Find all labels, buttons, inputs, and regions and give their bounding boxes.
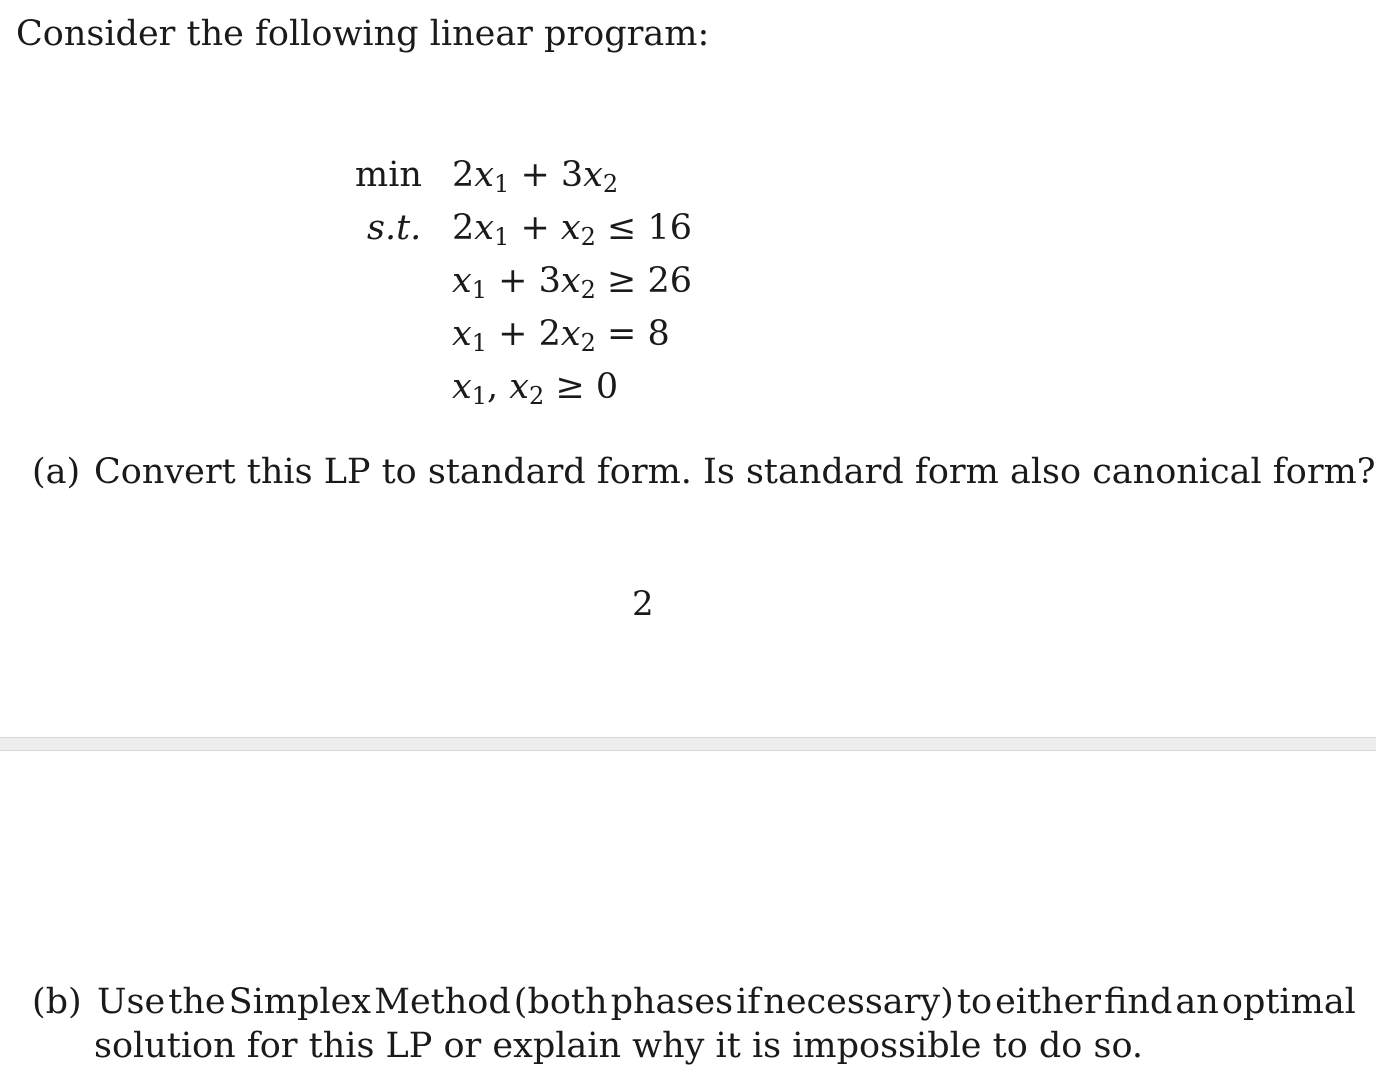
min-label: min (355, 155, 422, 195)
question-b-tag: (b) (32, 982, 82, 1022)
constraint-3: $x_1 + 2x_2 = 8$ (452, 314, 670, 357)
question-b-line-2: solution for this LP or explain why it is impossible to do so. (94, 1026, 1144, 1066)
intro-text: Consider the following linear program: (16, 14, 710, 54)
question-a-tag: (a) (32, 452, 81, 492)
constraint-1: $2x_1 + x_2 \le 16$ (452, 208, 693, 251)
question-b (32, 980, 1356, 1068)
nonnegativity-constraint: $x_1$, $x_2 \ge 0$ (452, 367, 619, 410)
page-separator (0, 737, 1376, 751)
subject-to-label: s.t. (367, 208, 422, 248)
objective-function: $2x_1 + 3x_2$ (452, 155, 619, 198)
question-b-line-1: (b) Use the Simplex Method (both phases if necessary) to either find an optimal (32, 982, 1356, 1022)
linear-program (0, 0, 1376, 420)
constraint-2: $x_1 + 3x_2 \ge 26$ (452, 261, 693, 304)
page-number: 2 (632, 584, 654, 624)
question-a (32, 450, 1376, 494)
question-a-text: Convert this LP to standard form. Is standard form also canonical form? (94, 452, 1376, 492)
